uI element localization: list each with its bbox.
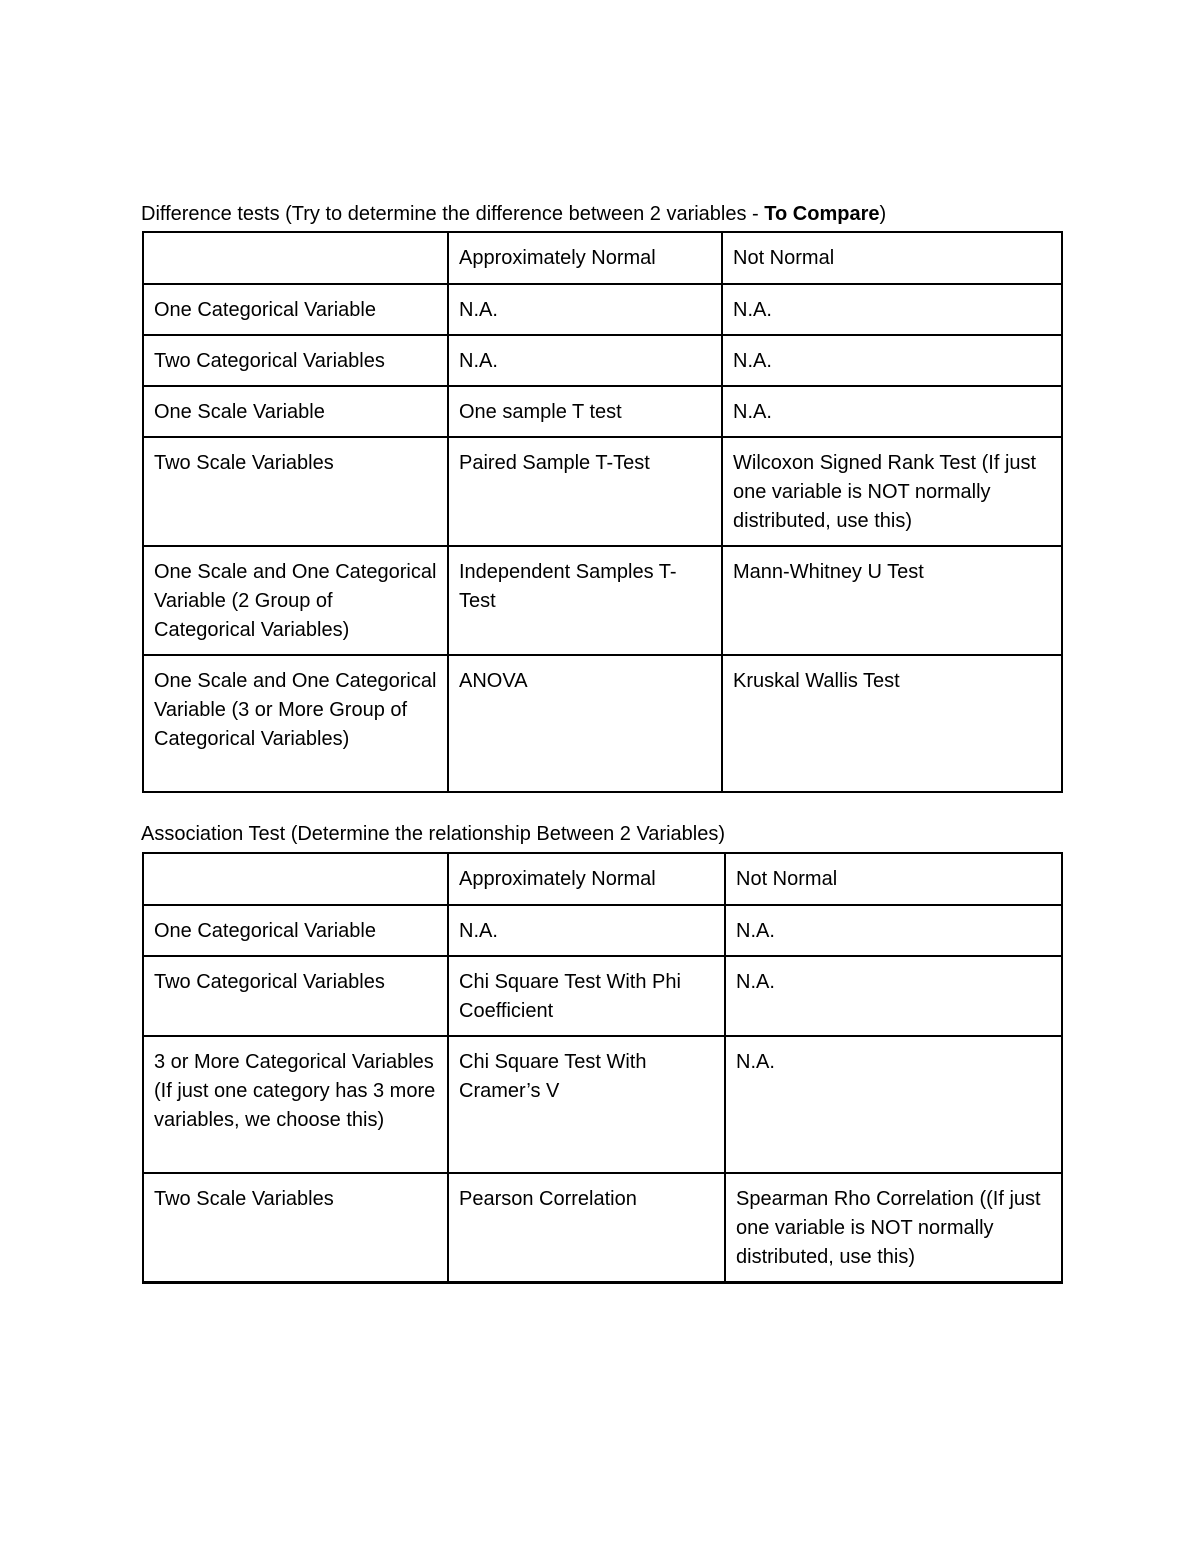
table-row bbox=[143, 956, 1062, 1036]
table-cell: Wilcoxon Signed Rank Test (If just one variable is NOT normally distributed, use this) bbox=[722, 437, 1062, 546]
table-cell: N.A. bbox=[722, 386, 1062, 437]
header-cell: Approximately Normal bbox=[448, 853, 725, 905]
table-header-row bbox=[143, 232, 1062, 284]
table-cell: N.A. bbox=[448, 335, 722, 386]
table-row bbox=[143, 905, 1062, 956]
table-cell: N.A. bbox=[725, 1036, 1062, 1173]
difference-tests-title bbox=[141, 202, 886, 226]
table-cell: Two Scale Variables bbox=[143, 437, 448, 546]
difference-title-bold: To Compare bbox=[764, 203, 880, 225]
table-row bbox=[143, 1036, 1062, 1173]
table-cell: Mann-Whitney U Test bbox=[722, 546, 1062, 655]
table-cell: One Categorical Variable bbox=[143, 284, 448, 335]
table-cell: One sample T test bbox=[448, 386, 722, 437]
table-cell: Kruskal Wallis Test bbox=[722, 655, 1062, 792]
difference-tests-table bbox=[142, 231, 1063, 793]
table-row bbox=[143, 1173, 1062, 1283]
table-row bbox=[143, 437, 1062, 546]
table-cell: N.A. bbox=[722, 335, 1062, 386]
table-cell: ANOVA bbox=[448, 655, 722, 792]
header-cell bbox=[143, 853, 448, 905]
table-cell: 3 or More Categorical Variables (If just one category has 3 more variables, we choose this) bbox=[143, 1036, 448, 1173]
table-cell: N.A. bbox=[722, 284, 1062, 335]
table-row bbox=[143, 655, 1062, 792]
table-row bbox=[143, 546, 1062, 655]
table-header-row bbox=[143, 853, 1062, 905]
table-cell: Two Categorical Variables bbox=[143, 956, 448, 1036]
table-cell: One Scale Variable bbox=[143, 386, 448, 437]
table-cell: N.A. bbox=[448, 284, 722, 335]
association-test-table bbox=[142, 852, 1063, 1284]
association-test-title: Association Test (Determine the relationship Between 2 Variables) bbox=[141, 823, 726, 845]
table-cell: Pearson Correlation bbox=[448, 1173, 725, 1283]
table-row bbox=[143, 335, 1062, 386]
header-cell: Not Normal bbox=[725, 853, 1062, 905]
table-cell: Spearman Rho Correlation ((If just one variable is NOT normally distributed, use this) bbox=[725, 1173, 1062, 1283]
table-row bbox=[143, 386, 1062, 437]
table-cell: N.A. bbox=[448, 905, 725, 956]
table-cell: Independent Samples T-Test bbox=[448, 546, 722, 655]
table-cell: One Categorical Variable bbox=[143, 905, 448, 956]
header-cell: Not Normal bbox=[722, 232, 1062, 284]
table-cell: Chi Square Test With Phi Coefficient bbox=[448, 956, 725, 1036]
table-cell: N.A. bbox=[725, 956, 1062, 1036]
table-cell: Two Categorical Variables bbox=[143, 335, 448, 386]
difference-title-suffix: ) bbox=[879, 203, 887, 225]
table-cell: One Scale and One Categorical Variable (3 or More Group of Categorical Variables) bbox=[143, 655, 448, 792]
table-row bbox=[143, 284, 1062, 335]
table-cell: Chi Square Test With Cramer’s V bbox=[448, 1036, 725, 1173]
table-cell: One Scale and One Categorical Variable (2 Group of Categorical Variables) bbox=[143, 546, 448, 655]
table-cell: N.A. bbox=[725, 905, 1062, 956]
table-cell: Paired Sample T-Test bbox=[448, 437, 722, 546]
header-cell bbox=[143, 232, 448, 284]
table-cell: Two Scale Variables bbox=[143, 1173, 448, 1283]
header-cell: Approximately Normal bbox=[448, 232, 722, 284]
difference-title-prefix: Difference tests (Try to determine the difference between 2 variables - bbox=[141, 203, 765, 225]
